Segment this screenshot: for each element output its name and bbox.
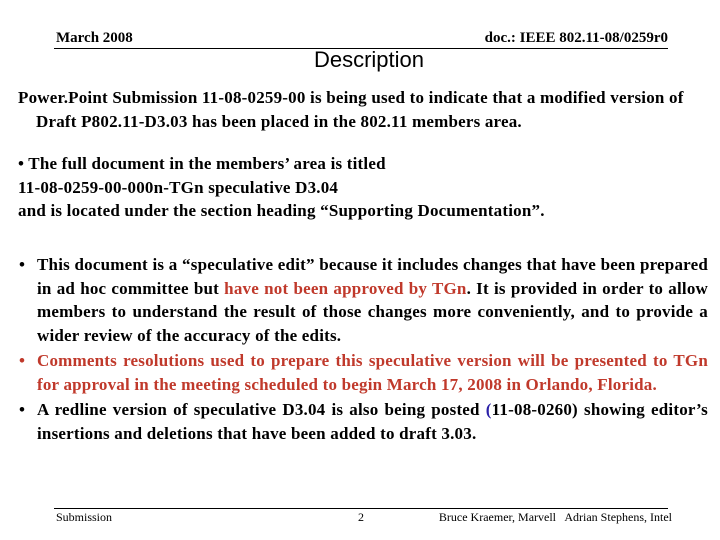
intro-block (18, 86, 708, 133)
header-doc-id: doc.: IEEE 802.11-08/0259r0 (484, 30, 668, 46)
members-area-line-2: 11-08-0259-00-000n-TGn speculative D3.04 (18, 177, 339, 197)
bullet-item-comment-resolutions (18, 349, 708, 396)
bullet-1-text-start: This document is a “speculative edit” because it includes changes that have been prepared in ad hoc committee but (37, 255, 708, 298)
footer-rule (54, 508, 668, 509)
bullet-icon: • (19, 400, 26, 419)
bullet-1-highlight: have not been approved by TGn (224, 278, 467, 298)
slide-title: Description (313, 47, 425, 72)
bullet-list (18, 253, 708, 445)
members-area-line-3: and is located under the section heading “Supporting Documentation”. (18, 201, 545, 220)
bullet-item-speculative-edit (18, 253, 708, 347)
bullet-2-text: Comments resolutions used to prepare this speculative version will be presented to TGn for approval in the meeting scheduled to begin March 17, 2008 in Orlando, Florida. (37, 351, 708, 394)
footer-submission: Submission (56, 510, 113, 524)
bullet-3-text-end: 11-08-0260) showing editor’s insertions and deletions that have been added to draft 3.03. (37, 400, 708, 443)
bullet-icon: • (19, 351, 26, 370)
bullet-3-paren: ( (485, 400, 492, 419)
footer-authors: Bruce Kraemer, Marvell Adrian Stephens, Intel (438, 510, 672, 524)
intro-paragraph: Power.Point Submission 11-08-0259-00 is being used to indicate that a modified version of Draft P802.11-D3.03 has been placed in the 802.11 members area. (18, 88, 684, 131)
bullet-1-text-end: . It is provided in order to allow members to understand the result of those changes more conveniently, and to provide a wider review of the accuracy of the edits. (37, 278, 708, 345)
members-area-block (18, 152, 708, 223)
bullet-item-redline-version (18, 398, 708, 445)
bullet-list-block (18, 253, 708, 447)
members-area-line-1: • The full document in the members’ area is titled (18, 154, 386, 173)
bullet-icon: • (19, 255, 26, 274)
header-date: March 2008 (56, 30, 133, 46)
bullet-3-text-start: A redline version of speculative D3.04 is also being posted (37, 400, 486, 419)
footer-page-number: 2 (358, 510, 364, 524)
